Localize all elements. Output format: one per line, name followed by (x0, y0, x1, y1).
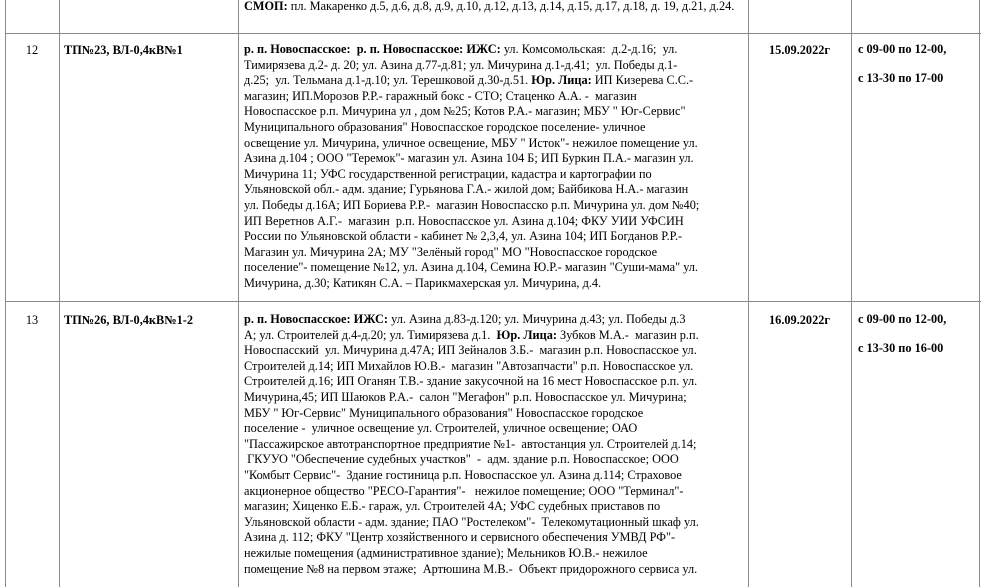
address-line (244, 328, 746, 344)
address-run: нежилые помещения (административное здание); Мельников Ю.В.- нежилое (244, 545, 648, 560)
time-slot-1: с 09-00 по 12-00, (858, 42, 947, 56)
address-run: "Комбыт Сервис"- Здание гостиница р.п. Новоспасское ул. Азина д.114; Страховое (244, 467, 682, 482)
address-run: ул. Азина д.83-д.120; ул. Мичурина д.43; ул. Победы д.3 (388, 312, 686, 326)
address-run: Тимирязева д.2- д. 20; ул. Азина д.77-д.81; ул. Мичурина д.1-д.41; ул. Победы д.1- (244, 57, 678, 72)
address-line (244, 120, 746, 136)
address-line (244, 276, 746, 292)
address-line (244, 406, 746, 422)
address-run: помещение №8 на первом этаже; Артюшина М.В.- Объект придорожного сервиса ул. (244, 561, 698, 576)
row-number: 13 (25, 313, 39, 327)
address-line (244, 214, 746, 230)
address-line (244, 151, 746, 167)
address-run: поселение"- помещение №12, ул. Азина д.104, Семина Ю.Р.- магазин "Суши-мама" ул. (244, 260, 699, 275)
address-line (244, 229, 746, 245)
row-number: 12 (25, 43, 39, 57)
address-line (244, 312, 746, 328)
substation-name: ТП№26, ВЛ-0,4кВ№1-2 (64, 313, 193, 327)
address-line (244, 359, 746, 375)
address-line (244, 260, 746, 276)
outage-date: 16.09.2022г (769, 313, 830, 327)
address-line (244, 343, 746, 359)
address-run: Мичурина, д.30; Катикян С.А. – Парикмахерская ул. Мичурина, д.4. (244, 275, 602, 290)
address-line (244, 58, 746, 74)
address-line (244, 421, 746, 437)
address-run: МБУ " Юг-Сервис" Муниципального образования" Новоспасское городское (244, 405, 644, 420)
address-run: ГКУУО "Обеспечение судебных участков" - адм. здание р.п. Новоспасское; ООО (244, 452, 679, 467)
address-line (244, 245, 746, 261)
address-run: магазин; Хиценко Е.Б.- гараж, ул. Строителей 4А; УФС судебных приставов по (244, 499, 661, 514)
address-run: Строителей д.14; ИП Михайлов Ю.В.- магазин "Автозапчасти" р.п. Новоспасское ул. (244, 358, 694, 373)
address-run: Зубков М.А.- магазин р.п. (556, 327, 699, 342)
time-slot-2: с 13-30 по 17-00 (858, 71, 944, 85)
outage-time (858, 312, 978, 370)
address-bold-run: Юр. Лица: (496, 327, 557, 342)
outage-time (858, 42, 978, 100)
address-line (244, 136, 746, 152)
address-list (244, 312, 746, 577)
time-slot-1: с 09-00 по 12-00, (858, 312, 947, 326)
address-line (244, 546, 746, 562)
address-line (244, 73, 746, 89)
prev-row-address (244, 0, 744, 15)
address-line (244, 468, 746, 484)
address-run: магазин; ИП.Морозов Р.Р.- гаражный бокс - СТО; Стаценко А.А. - магазин (244, 88, 637, 103)
address-line (244, 530, 746, 546)
address-run: Новоспасский ул. Мичурина д.47А; ИП Зейналов З.Б.- магазин р.п. Новоспасское ул. (244, 343, 697, 358)
address-line (244, 198, 746, 214)
address-line (244, 437, 746, 453)
address-run: ул. Комсомольская: д.2-д.16; ул. (500, 42, 678, 56)
address-bold-run: р. п. Новоспасское: ИЖС: (244, 312, 389, 326)
address-line (244, 484, 746, 500)
address-line (244, 515, 746, 531)
address-run: Ульяновской области - адм. здание; ПАО "Ростелеком"- Телекомутационный шкаф ул. (244, 514, 699, 529)
address-line (244, 182, 746, 198)
address-run: ул. Победы д.16А; ИП Бориева Р.Р.- магазин Новоспасско р.п. Мичурина ул. дом №40; (244, 197, 700, 212)
address-list (244, 42, 746, 292)
address-run: Магазин ул. Мичурина 2А; МУ "Зелёный город" МО "Новоспасское городское (244, 244, 658, 259)
address-line (244, 89, 746, 105)
address-run: поселение - уличное освещение ул. Строителей, уличное освещение; ОАО (244, 421, 638, 436)
address-run: Мичурина 11; УФС государственной регистрации, кадастра и картографии по (244, 166, 652, 181)
address-run: освещение ул. Мичурина, уличное освещение, МБУ " Исток"- нежилое помещение ул. (244, 135, 698, 150)
substation-name: ТП№23, ВЛ-0,4кВ№1 (64, 43, 183, 57)
address-run: Новоспасское р.п. Мичурина ул , дом №25; Котов Р.А.- магазин; МБУ " Юг-Сервис" (244, 104, 686, 119)
address-run: ИП Веретнов А.Г.- магазин р.п. Новоспасское ул. Азина д.104; ФКУ УИИ УФСИН (244, 213, 684, 228)
address-line (244, 499, 746, 515)
address-run: Азина д.104 ; ООО "Теремок"- магазин ул. Азина 104 Б; ИП Буркин П.А.- магазин ул. (244, 151, 694, 166)
address-line (244, 452, 746, 468)
prev-row-prefix: СМОП: (244, 0, 288, 13)
outage-date: 15.09.2022г (769, 43, 830, 57)
address-bold-run: р. п. Новоспасское: р. п. Новоспасское: ИЖС: (244, 42, 501, 56)
address-line (244, 167, 746, 183)
address-run: Строителей д.16; ИП Оганян Т.В.- здание закусочной на 16 мест Новоспасское р.п. ул. (244, 374, 698, 389)
address-run: "Пассажирское автотранспортное предприятие №1- автостанция ул. Строителей д.14; (244, 436, 697, 451)
address-line (244, 562, 746, 578)
address-line (244, 374, 746, 390)
address-bold-run: Юр. Лица: (531, 73, 592, 88)
address-line (244, 42, 746, 58)
address-line (244, 390, 746, 406)
address-run: Азина д. 112; ФКУ "Центр хозяйственного и сервисного обеспечения УМВД РФ"- (244, 530, 676, 545)
address-line (244, 104, 746, 120)
address-run: Ульяновской обл.- адм. здание; Гурьянова Г.А.- жилой дом; Байбикова Н.А.- магазин (244, 182, 689, 197)
address-run: Муниципального образования" Новоспасское городское поселение- уличное (244, 119, 646, 134)
address-run: Мичурина,45; ИП Шаюков Р.А.- салон "Мегафон" р.п. Новоспасское ул. Мичурина; (244, 389, 687, 404)
address-run: А; ул. Строителей д.4-д.20; ул. Тимирязева д.1. (244, 327, 497, 342)
address-run: России по Ульяновской области - кабинет № 2,3,4, ул. Азина 104; ИП Богданов Р.Р.- (244, 229, 683, 244)
time-slot-2: с 13-30 по 16-00 (858, 341, 944, 355)
prev-row-text: пл. Макаренко д.5, д.6, д.8, д.9, д.10, д.12, д.13, д.14, д.15, д.17, д.18, д. 19, д.21, д.24. (287, 0, 735, 13)
address-run: акционерное общество "РЕСО-Гарантия"- нежилое помещение; ООО "Терминал"- (244, 483, 684, 498)
address-run: ИП Кизерева С.С.- (591, 73, 694, 88)
address-run: д.25; ул. Тельмана д.1-д.10; ул. Терешковой д.30-д.51. (244, 73, 532, 88)
